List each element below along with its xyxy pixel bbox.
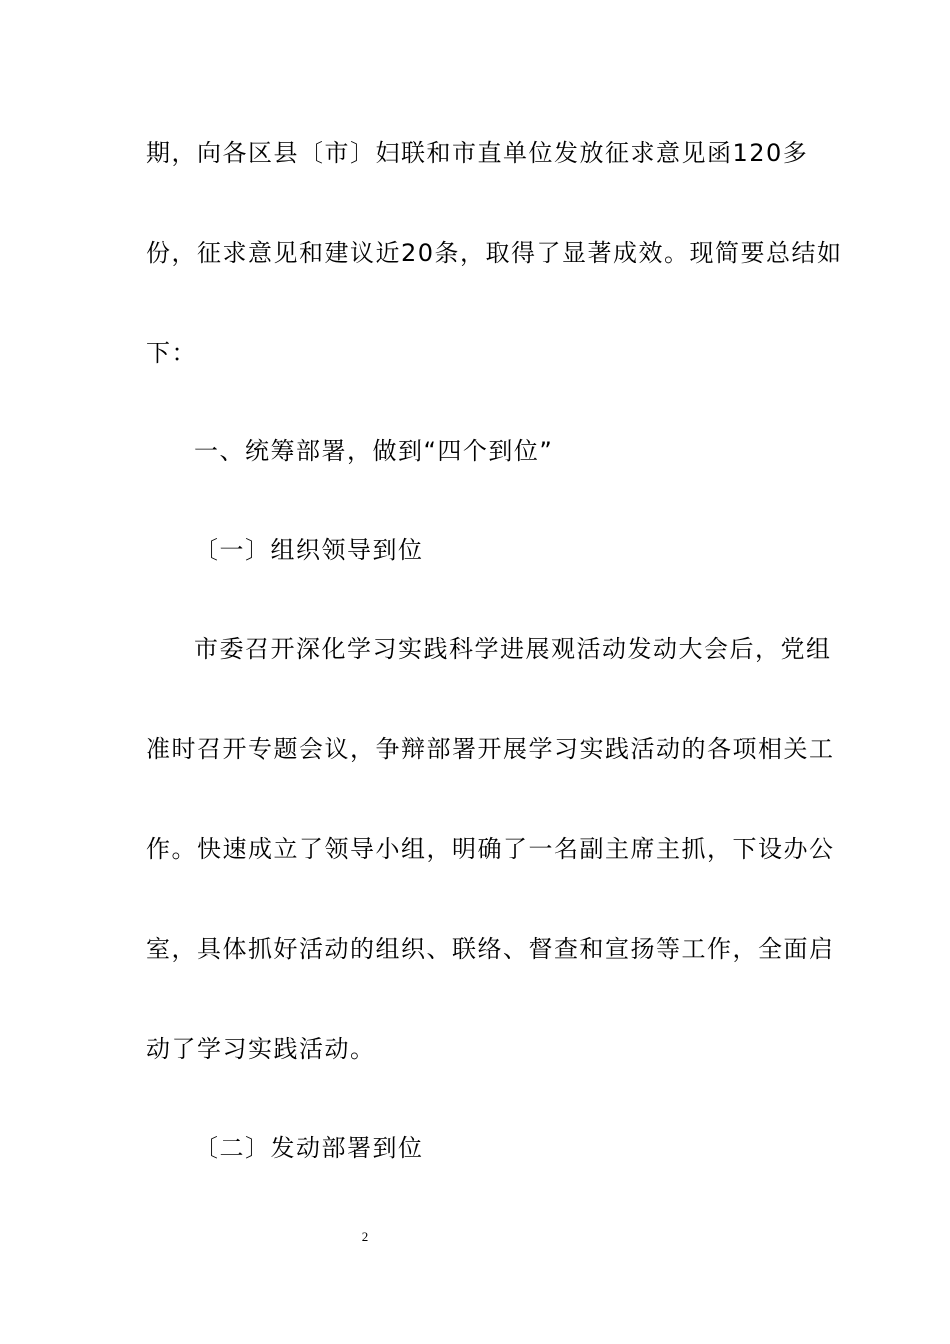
body-text-line: 作。快速成立了领导小组，明确了一名副主席主抓，下设办公 [146, 835, 835, 863]
body-text-line: 动了学习实践活动。 [146, 1035, 376, 1063]
page-number: 2 [361, 1229, 369, 1244]
body-text-line: 下： [146, 339, 197, 367]
body-text-line: 份，征求意见和建议近20条，取得了显著成效。现简要总结如 [146, 239, 843, 267]
body-text-line: 室，具体抓好活动的组织、联络、督查和宣扬等工作，全面启 [146, 935, 835, 963]
body-text-line: 准时召开专题会议，争辩部署开展学习实践活动的各项相关工 [146, 735, 835, 763]
body-text-line: 期，向各区县〔市〕妇联和市直单位发放征求意见函120多 [146, 139, 809, 167]
body-text-line: 市委召开深化学习实践科学进展观活动发动大会后，党组 [194, 635, 832, 663]
section-heading: 一、统筹部署，做到“四个到位” [194, 437, 554, 465]
subsection-heading: 〔一〕组织领导到位 [194, 536, 424, 564]
subsection-heading: 〔二〕发动部署到位 [194, 1134, 424, 1162]
